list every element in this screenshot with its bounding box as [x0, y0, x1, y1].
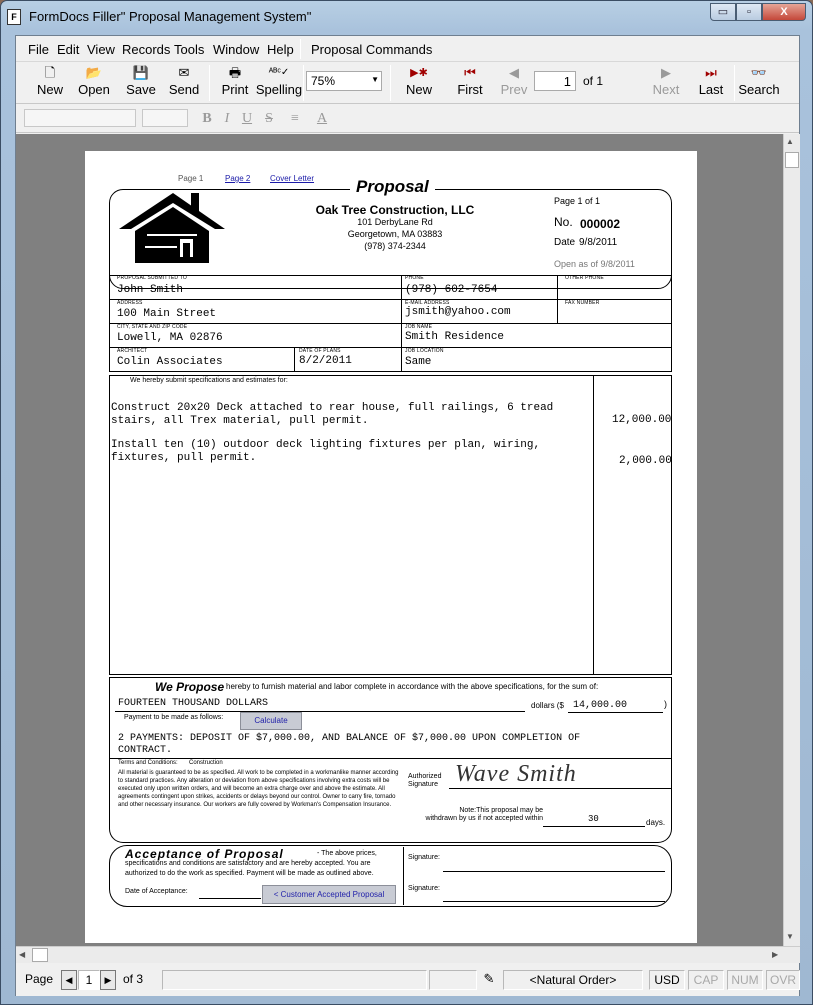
terms-text: All material is guaranteed to be as specified. All work to be completed in a workmanlike manner according to standard practices. Any alteration or deviation from above specifications involving extra costs will be executed only upon written orders, and will become an extra charge over and above the estimate. All agreements contingent upon strikes, accidents or delays beyond our control. Owner to carry fire, tornado and other necessary insurance. Our workers are fully covered by Workman's Compensation Insurance.	[118, 770, 399, 808]
field-city[interactable]: Lowell, MA 02876	[117, 332, 223, 344]
send-button[interactable]: ✉ Send	[164, 64, 204, 102]
signature-label-2: Signature:	[408, 885, 440, 892]
spec-amount-2[interactable]: 2,000.00	[619, 455, 672, 467]
align-icon[interactable]: ≡	[291, 111, 299, 126]
search-button[interactable]: 👓 Search	[738, 65, 780, 97]
label-fax: FAX NUMBER	[565, 300, 600, 306]
vertical-scrollbar[interactable]	[783, 134, 800, 946]
status-currency: USD	[649, 970, 685, 990]
dollars-label: dollars ($	[531, 701, 564, 710]
field-address[interactable]: 100 Main Street	[117, 308, 217, 320]
field-job-name[interactable]: Smith Residence	[405, 331, 505, 343]
proposal-number[interactable]: 000002	[580, 217, 621, 231]
toolbar	[16, 62, 799, 104]
terms-label: Terms and Conditions:	[118, 760, 178, 766]
scroll-right-icon[interactable]: ▶	[772, 950, 779, 959]
bold-button[interactable]: B	[202, 111, 212, 126]
horizontal-scrollbar[interactable]	[16, 946, 800, 963]
app-icon: F	[7, 9, 21, 25]
dollars-close: )	[664, 699, 667, 709]
authorized-signature-label: Authorized Signature	[408, 773, 442, 788]
submit-text: We hereby submit specifications and estimates for:	[130, 377, 288, 384]
new-record-button[interactable]: ▶✱ New	[399, 64, 439, 102]
status-page-label: Page	[24, 972, 54, 986]
menu-records[interactable]: Records	[122, 42, 171, 57]
toolbar-separator	[734, 65, 735, 101]
menu-tools[interactable]: Tools	[174, 42, 205, 57]
menu-proposal-commands[interactable]: Proposal Commands	[311, 42, 433, 57]
company-name: Oak Tree Construction, LLC	[315, 203, 475, 217]
window-controls	[710, 3, 806, 21]
window-title: FormDocs Filler" Proposal Management System"	[29, 9, 312, 24]
underline	[543, 826, 645, 827]
menu-window[interactable]: Window	[213, 42, 260, 57]
prev-record-button[interactable]: ◀ Prev	[494, 64, 534, 102]
last-record-icon: ⏭	[705, 65, 717, 80]
page-next-icon[interactable]: ▶	[100, 970, 116, 990]
font-name-select[interactable]	[24, 109, 136, 127]
label-architect: ARCHITECT	[117, 348, 148, 354]
propose-text: hereby to furnish material and labor complete in accordance with the above specifications, for the sum of:	[226, 682, 599, 691]
company-logo-house-icon	[117, 191, 227, 271]
page-of: Page 1 of 1	[554, 196, 601, 206]
minimize-button[interactable]: ▭	[710, 3, 736, 21]
maximize-button[interactable]: ▫	[736, 3, 762, 21]
signature-line	[443, 871, 665, 872]
first-record-icon: ⏮	[464, 65, 476, 80]
menubar	[16, 36, 799, 62]
field-job-location[interactable]: Same	[405, 356, 432, 368]
open-button[interactable]: 📂 Open	[74, 64, 114, 102]
amount-column-divider	[593, 375, 594, 675]
underline	[199, 898, 261, 899]
date-label: Date	[554, 237, 576, 248]
field-email[interactable]: jsmith@yahoo.com	[405, 306, 511, 318]
tab-cover-letter[interactable]: Cover Letter	[270, 174, 315, 183]
status-overwrite: OVR	[766, 970, 800, 990]
printer-icon: 🖶	[228, 65, 242, 80]
binoculars-icon: 👓	[750, 65, 768, 80]
first-record-button[interactable]: ⏮ First	[450, 64, 490, 102]
calculate-button[interactable]: Calculate	[240, 712, 302, 730]
scroll-thumb[interactable]	[32, 948, 48, 962]
date-acceptance-label: Date of Acceptance:	[125, 888, 188, 895]
menu-help[interactable]: Help	[267, 42, 294, 57]
toolbar-separator	[209, 65, 210, 101]
company-phone: (978) 374-2344	[364, 241, 426, 251]
chevron-down-icon: ▼	[371, 75, 379, 84]
label-job-location: JOB LOCATION	[405, 348, 444, 354]
print-button[interactable]: 🖶 Print	[215, 64, 255, 102]
field-submitted-to[interactable]: John Smith	[117, 284, 184, 296]
signature-line	[443, 901, 665, 902]
status-edit-icon: ✎	[483, 971, 495, 986]
payment-terms[interactable]: 2 PAYMENTS: DEPOSIT OF $7,000.00, AND BALANCE OF $7,000.00 UPON COMPLETION OF CONTRACT.	[118, 733, 581, 756]
tab-page-2[interactable]: Page 2	[225, 174, 251, 183]
withdrawal-note: Note:This proposal may be withdrawn by us if not accepted within	[425, 807, 543, 822]
we-propose-heading: We Propose	[155, 680, 225, 694]
acceptance-text: - The above prices, specifications and conditions are satisfactory and are hereby accepted. You are authorized to do the work as specified. Payment will be made as outlined above.	[125, 850, 377, 877]
company-address-2: Georgetown, MA 03883	[347, 229, 443, 239]
proposal-date[interactable]: 9/8/2011	[579, 237, 618, 248]
underline-button[interactable]: U	[241, 111, 253, 126]
customer-accepted-button[interactable]: < Customer Accepted Proposal	[262, 885, 396, 904]
sum-in-words[interactable]: FOURTEEN THOUSAND DOLLARS	[118, 698, 269, 709]
status-num-lock: NUM	[727, 970, 763, 990]
label-other-phone: OTHER PHONE	[565, 275, 604, 281]
signature-line	[449, 788, 671, 789]
signature-image: Wave Smith	[455, 761, 577, 787]
proposal-no-label: No.	[554, 215, 573, 229]
status-caps-lock: CAP	[688, 970, 724, 990]
open-status: Open as of 9/8/2011	[554, 259, 635, 269]
grid-line	[109, 323, 672, 324]
sum-dollars[interactable]: 14,000.00	[573, 700, 628, 711]
label-address: ADDRESS	[117, 300, 143, 306]
format-toolbar	[16, 105, 799, 133]
signature-label-1: Signature:	[408, 854, 440, 861]
status-bar	[16, 964, 799, 996]
terms-type: Construction	[189, 760, 223, 766]
days-label: days.	[646, 818, 666, 827]
withdrawal-days[interactable]: 30	[588, 814, 599, 824]
field-architect[interactable]: Colin Associates	[117, 356, 223, 368]
next-record-icon: ▶	[661, 65, 671, 80]
menu-view[interactable]: View	[87, 42, 115, 57]
label-submitted-to: PROPOSAL SUBMITTED TO	[117, 275, 187, 281]
toolbar-separator	[390, 65, 391, 101]
scroll-left-icon[interactable]: ◀	[19, 950, 26, 959]
acceptance-divider	[403, 847, 404, 905]
toolbar-separator	[303, 65, 304, 101]
label-phone: PHONE	[405, 275, 424, 281]
status-page-count: of 3	[122, 972, 143, 986]
status-blank	[429, 970, 477, 990]
record-number-input[interactable]: 1	[534, 71, 576, 91]
label-job-name: JOB NAME	[405, 324, 433, 330]
floppy-disk-icon: 💾	[132, 65, 150, 80]
spec-amount-1[interactable]: 12,000.00	[612, 414, 672, 426]
company-address-1: 101 DerbyLane Rd	[357, 217, 433, 227]
grid-line	[109, 347, 672, 348]
close-button[interactable]: X	[762, 3, 806, 21]
scroll-up-icon[interactable]: ▲	[786, 137, 794, 146]
send-mail-icon: ✉	[178, 65, 190, 80]
new-document-icon: 🗋	[44, 65, 56, 80]
font-size-select[interactable]	[142, 109, 188, 127]
status-sort-order: <Natural Order>	[503, 970, 643, 990]
scroll-thumb[interactable]	[785, 152, 799, 168]
grid-line	[294, 347, 295, 372]
zoom-select[interactable]: 75% ▼	[306, 71, 382, 91]
spec-item-2[interactable]: Install ten (10) outdoor deck lighting fixtures per plan, wiring, fixtures, pull permit.	[111, 439, 541, 464]
grid-line	[557, 275, 558, 323]
scroll-down-icon[interactable]: ▼	[786, 932, 794, 941]
proposal-page	[85, 151, 697, 943]
page-prev-icon[interactable]: ◀	[61, 970, 77, 990]
menu-edit[interactable]: Edit	[57, 42, 80, 57]
spec-item-1[interactable]: Construct 20x20 Deck attached to rear house, full railings, 6 tread stairs, all Trex material, pull permit.	[111, 402, 554, 427]
italic-button[interactable]: I	[224, 111, 230, 126]
status-page-input[interactable]: 1	[78, 970, 100, 990]
save-button[interactable]: 💾 Save	[121, 64, 161, 102]
next-record-button[interactable]: ▶ Next	[646, 64, 686, 102]
page-title: Proposal	[350, 177, 435, 197]
spelling-button[interactable]: ᴬᴮᶜ✓ Spelling	[255, 64, 303, 102]
status-message	[162, 970, 427, 990]
new-record-icon: ▶✱	[410, 67, 428, 79]
spellcheck-icon: ᴬᴮᶜ✓	[268, 67, 290, 78]
field-phone[interactable]: (978) 602-7654	[405, 284, 498, 296]
label-date-plans: DATE OF PLANS	[299, 348, 341, 354]
last-record-button[interactable]: ⏭ Last	[691, 64, 731, 102]
client-area	[15, 35, 800, 996]
menu-separator	[300, 39, 301, 59]
new-button[interactable]: 🗋 New	[30, 64, 70, 102]
folder-open-icon: 📂	[85, 65, 103, 80]
record-count: of 1	[583, 74, 604, 88]
underline	[115, 711, 525, 712]
grid-line	[401, 275, 402, 372]
strikethrough-button[interactable]: S	[265, 111, 273, 126]
field-date-plans[interactable]: 8/2/2011	[299, 355, 352, 367]
payment-label: Payment to be made as follows:	[124, 714, 224, 721]
label-city: CITY, STATE AND ZIP CODE	[117, 324, 188, 330]
label-email: E-MAIL ADDRESS	[405, 300, 450, 306]
menu-file[interactable]: File	[28, 42, 49, 57]
tab-page-1[interactable]: Page 1	[178, 174, 204, 183]
document-area	[16, 134, 783, 946]
prev-record-icon: ◀	[509, 65, 519, 80]
font-color-button[interactable]: A	[316, 111, 328, 126]
underline	[568, 712, 663, 713]
acceptance-heading: Acceptance of Proposal	[125, 847, 284, 861]
